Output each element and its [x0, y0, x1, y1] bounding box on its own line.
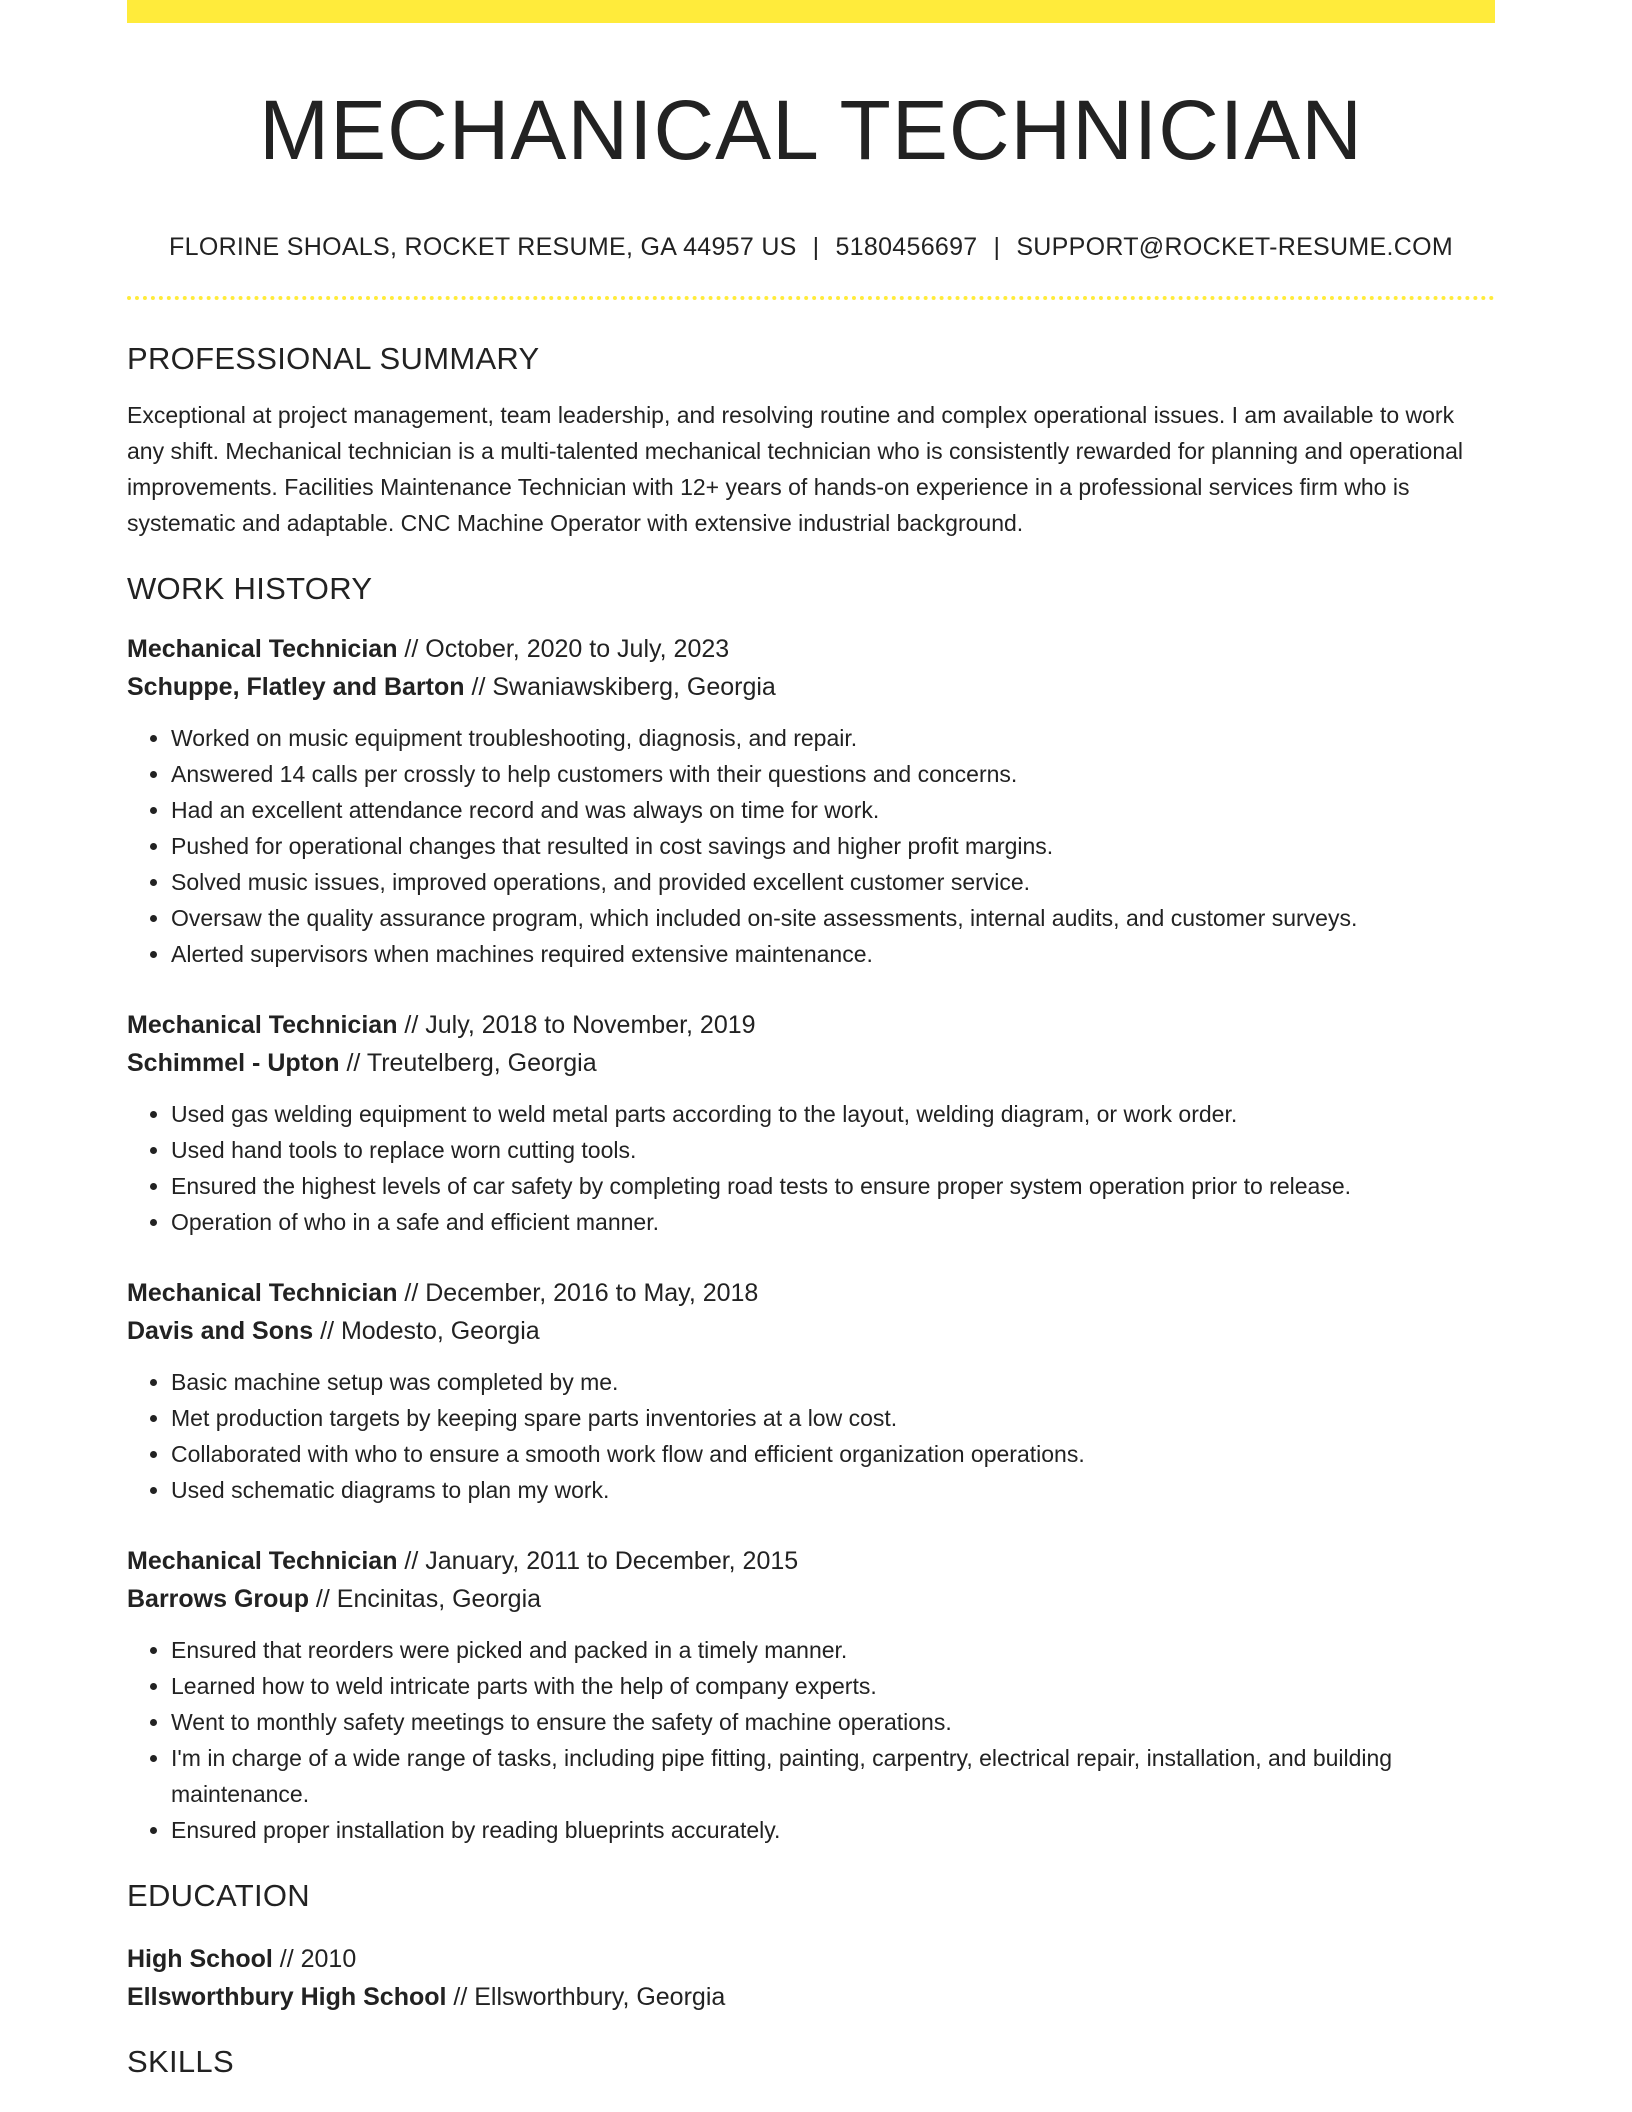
job-location: // Treutelberg, Georgia — [339, 1049, 597, 1077]
summary-heading: PROFESSIONAL SUMMARY — [127, 341, 540, 376]
job-bullet: • Collaborated with who to ensure a smooth work flow and efficient organization operations. — [171, 1436, 1495, 1472]
job-bullet: • Alerted supervisors when machines required extensive maintenance. — [171, 936, 1495, 972]
job-bullet: • Learned how to weld intricate parts with the help of company experts. — [171, 1668, 1495, 1704]
job-bullet: • Used schematic diagrams to plan my work. — [171, 1472, 1495, 1508]
job-bullet: • Worked on music equipment troubleshooting, diagnosis, and repair. — [171, 720, 1495, 756]
job-title: Mechanical Technician — [127, 1547, 398, 1575]
job-location: // Encinitas, Georgia — [308, 1585, 542, 1613]
job-bullets — [127, 1632, 1495, 1848]
job-bullet: • Answered 14 calls per crossly to help customers with their questions and concerns. — [171, 756, 1495, 792]
job-title-line — [127, 1006, 1495, 1044]
resume-content — [127, 0, 1495, 2082]
job-entry — [127, 630, 1495, 972]
job-bullet: • Met production targets by keeping spare parts inventories at a low cost. — [171, 1400, 1495, 1436]
job-bullet: • Operation of who in a safe and efficient manner. — [171, 1204, 1495, 1240]
contact-line — [127, 232, 1495, 262]
job-company-line — [127, 668, 1495, 706]
job-entry — [127, 1274, 1495, 1508]
education-year: // 2010 — [272, 1945, 357, 1973]
job-bullet: • Ensured the highest levels of car safety by completing road tests to ensure proper system operation prior to release. — [171, 1168, 1495, 1204]
job-bullet: • Ensured that reorders were picked and packed in a timely manner. — [171, 1632, 1495, 1668]
education-degree-line — [127, 1940, 1495, 1978]
education-location: // Ellsworthbury, Georgia — [446, 1983, 726, 2011]
education-heading: EDUCATION — [127, 1878, 310, 1913]
job-company: Barrows Group — [127, 1585, 309, 1613]
job-bullet: • Used hand tools to replace worn cutting tools. — [171, 1132, 1495, 1168]
job-dates: // January, 2011 to December, 2015 — [397, 1547, 799, 1575]
job-company: Schimmel - Upton — [127, 1049, 340, 1077]
contact-separator: | — [812, 233, 820, 261]
contact-phone: 5180456697 — [835, 233, 978, 261]
job-bullets — [127, 720, 1495, 972]
education-school-line — [127, 1978, 1495, 2016]
job-entry — [127, 1542, 1495, 1848]
candidate-title: MECHANICAL TECHNICIAN — [259, 83, 1363, 177]
job-title: Mechanical Technician — [127, 1011, 398, 1039]
job-bullets — [127, 1364, 1495, 1508]
job-title: Mechanical Technician — [127, 1279, 398, 1307]
job-dates: // October, 2020 to July, 2023 — [397, 635, 730, 663]
education-degree: High School — [127, 1945, 273, 1973]
education-entry — [127, 1940, 1495, 2016]
summary-text: Exceptional at project management, team leadership, and resolving routine and complex operational issues. I am available to work any shift. Mechanical technician is a multi-talented mechanical technician who is consistently rewarded for planning and operational improvements. Facilities Maintenance Technician with 12+ years of hands-on experience in a professional services firm who is systematic and adaptable. CNC Machine Operator with extensive industrial background. — [127, 402, 1464, 536]
job-bullets — [127, 1096, 1495, 1240]
job-company-line — [127, 1312, 1495, 1350]
job-company-line — [127, 1580, 1495, 1618]
dotted-divider — [127, 296, 1495, 300]
education-school: Ellsworthbury High School — [127, 1983, 447, 2011]
job-bullet: • Pushed for operational changes that resulted in cost savings and higher profit margins. — [171, 828, 1495, 864]
job-location: // Modesto, Georgia — [313, 1317, 540, 1345]
job-company: Schuppe, Flatley and Barton — [127, 673, 465, 701]
contact-email: SUPPORT@ROCKET-RESUME.COM — [1016, 233, 1453, 261]
job-bullet: • Solved music issues, improved operations, and provided excellent customer service. — [171, 864, 1495, 900]
job-entry — [127, 1006, 1495, 1240]
job-location: // Swaniawskiberg, Georgia — [464, 673, 776, 701]
job-bullet: • Oversaw the quality assurance program, which included on-site assessments, internal audits, and customer surveys. — [171, 900, 1495, 936]
job-company-line — [127, 1044, 1495, 1082]
job-bullet: • Ensured proper installation by reading blueprints accurately. — [171, 1812, 1495, 1848]
work-history-heading: WORK HISTORY — [127, 571, 373, 606]
job-title: Mechanical Technician — [127, 635, 398, 663]
job-bullet: • Went to monthly safety meetings to ensure the safety of machine operations. — [171, 1704, 1495, 1740]
job-dates: // July, 2018 to November, 2019 — [397, 1011, 756, 1039]
skills-heading: SKILLS — [127, 2044, 234, 2079]
job-bullet: • Used gas welding equipment to weld metal parts according to the layout, welding diagram, or work order. — [171, 1096, 1495, 1132]
job-company: Davis and Sons — [127, 1317, 314, 1345]
job-dates: // December, 2016 to May, 2018 — [397, 1279, 759, 1307]
job-bullet: • Had an excellent attendance record and was always on time for work. — [171, 792, 1495, 828]
contact-separator: | — [993, 233, 1001, 261]
job-title-line — [127, 1542, 1495, 1580]
contact-address: FLORINE SHOALS, ROCKET RESUME, GA 44957 US — [169, 233, 797, 261]
job-title-line — [127, 630, 1495, 668]
job-bullet: • I'm in charge of a wide range of tasks, including pipe fitting, painting, carpentry, electrical repair, installation, and building maintenance. — [171, 1740, 1495, 1812]
job-bullet: • Basic machine setup was completed by me. — [171, 1364, 1495, 1400]
job-title-line — [127, 1274, 1495, 1312]
